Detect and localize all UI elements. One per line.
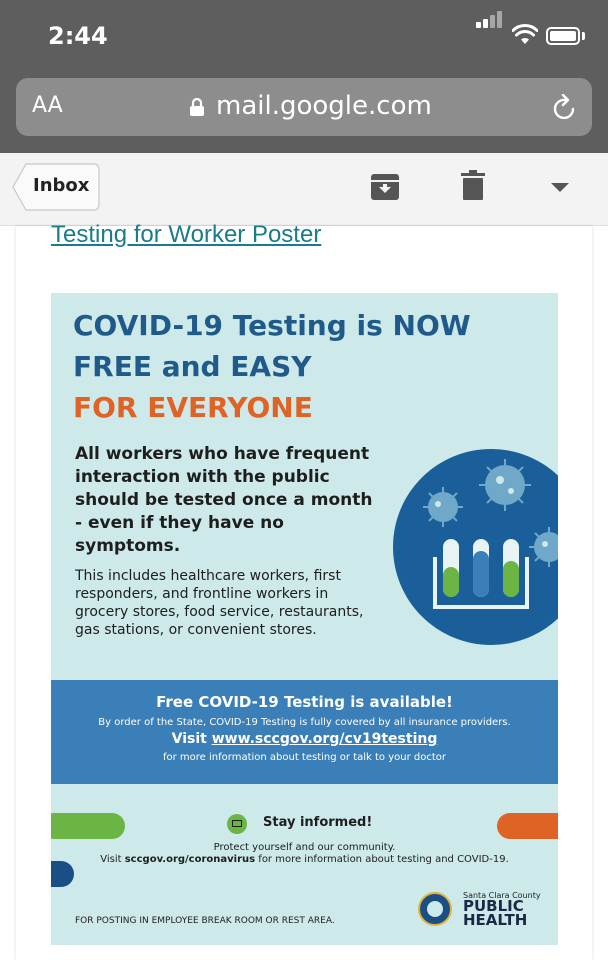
banner-visit-line (51, 731, 558, 747)
stay-informed-heading: Stay informed! (263, 815, 373, 830)
decorative-orange-pill (497, 813, 558, 839)
poster-link[interactable]: Testing for Worker Poster (51, 221, 322, 248)
poster-headline-line-2: FREE and EASY (73, 350, 312, 383)
status-bar (0, 0, 608, 75)
poster-body-text: This includes healthcare workers, first responders, and frontline workers in grocery stores, food service, restaurants, gas stations, or convenient stores. (75, 568, 364, 638)
wifi-icon (512, 24, 538, 46)
visit2-url[interactable]: sccgov.org/coronavirus (124, 854, 256, 865)
inbox-back-button[interactable] (12, 163, 98, 209)
url-text[interactable]: mail.google.com (216, 91, 432, 121)
banner-title: Free COVID-19 Testing is available! (156, 693, 453, 711)
poster-headline-line-1: COVID-19 Testing is NOW (73, 309, 471, 342)
text-size-label: AA (32, 93, 63, 118)
county-seal-icon (418, 892, 452, 926)
banner-subtitle: By order of the State, COVID-19 Testing is fully covered by all insurance providers. (98, 717, 511, 728)
org-logo-line-1: PUBLIC (463, 897, 524, 915)
free-testing-banner (51, 680, 558, 784)
org-name-small: Santa Clara County (463, 891, 541, 900)
text-size-button[interactable] (32, 93, 63, 118)
clock: 2:44 (48, 22, 108, 50)
banner-visit-url[interactable]: www.sccgov.org/cv19testing (211, 731, 438, 747)
reload-icon[interactable] (552, 94, 578, 122)
trash-icon[interactable] (461, 170, 485, 200)
virus-and-test-tubes-icon (393, 449, 558, 645)
poster-lead-text: All workers who have frequent interaction with the public should be tested once a month - even if they have no symptoms. (75, 444, 373, 556)
org-logo-line-2: HEALTH (463, 911, 528, 929)
lock-icon (189, 97, 205, 117)
poster-headline-line-3: FOR EVERYONE (73, 391, 313, 424)
visit2-prefix: Visit (100, 854, 122, 865)
covid-testing-poster (51, 293, 558, 945)
inbox-label: Inbox (33, 175, 90, 196)
posting-note: FOR POSTING IN EMPLOYEE BREAK ROOM OR REST AREA. (75, 916, 335, 926)
archive-icon[interactable] (370, 172, 400, 202)
protect-text: Protect yourself and our community. (213, 842, 396, 853)
banner-more-info: for more information about testing or talk to your doctor (163, 752, 446, 763)
banner-visit-prefix: Visit (171, 731, 207, 747)
computer-icon (227, 814, 247, 834)
visit2-suffix: for more information about testing and COVID-19. (258, 854, 509, 865)
test-tube-illustration (393, 449, 558, 645)
battery-cap (582, 32, 585, 40)
more-options-chevron-down-icon[interactable] (551, 183, 569, 192)
decorative-green-pill (51, 813, 125, 839)
coronavirus-visit-line (51, 854, 558, 865)
battery-icon (546, 27, 580, 45)
